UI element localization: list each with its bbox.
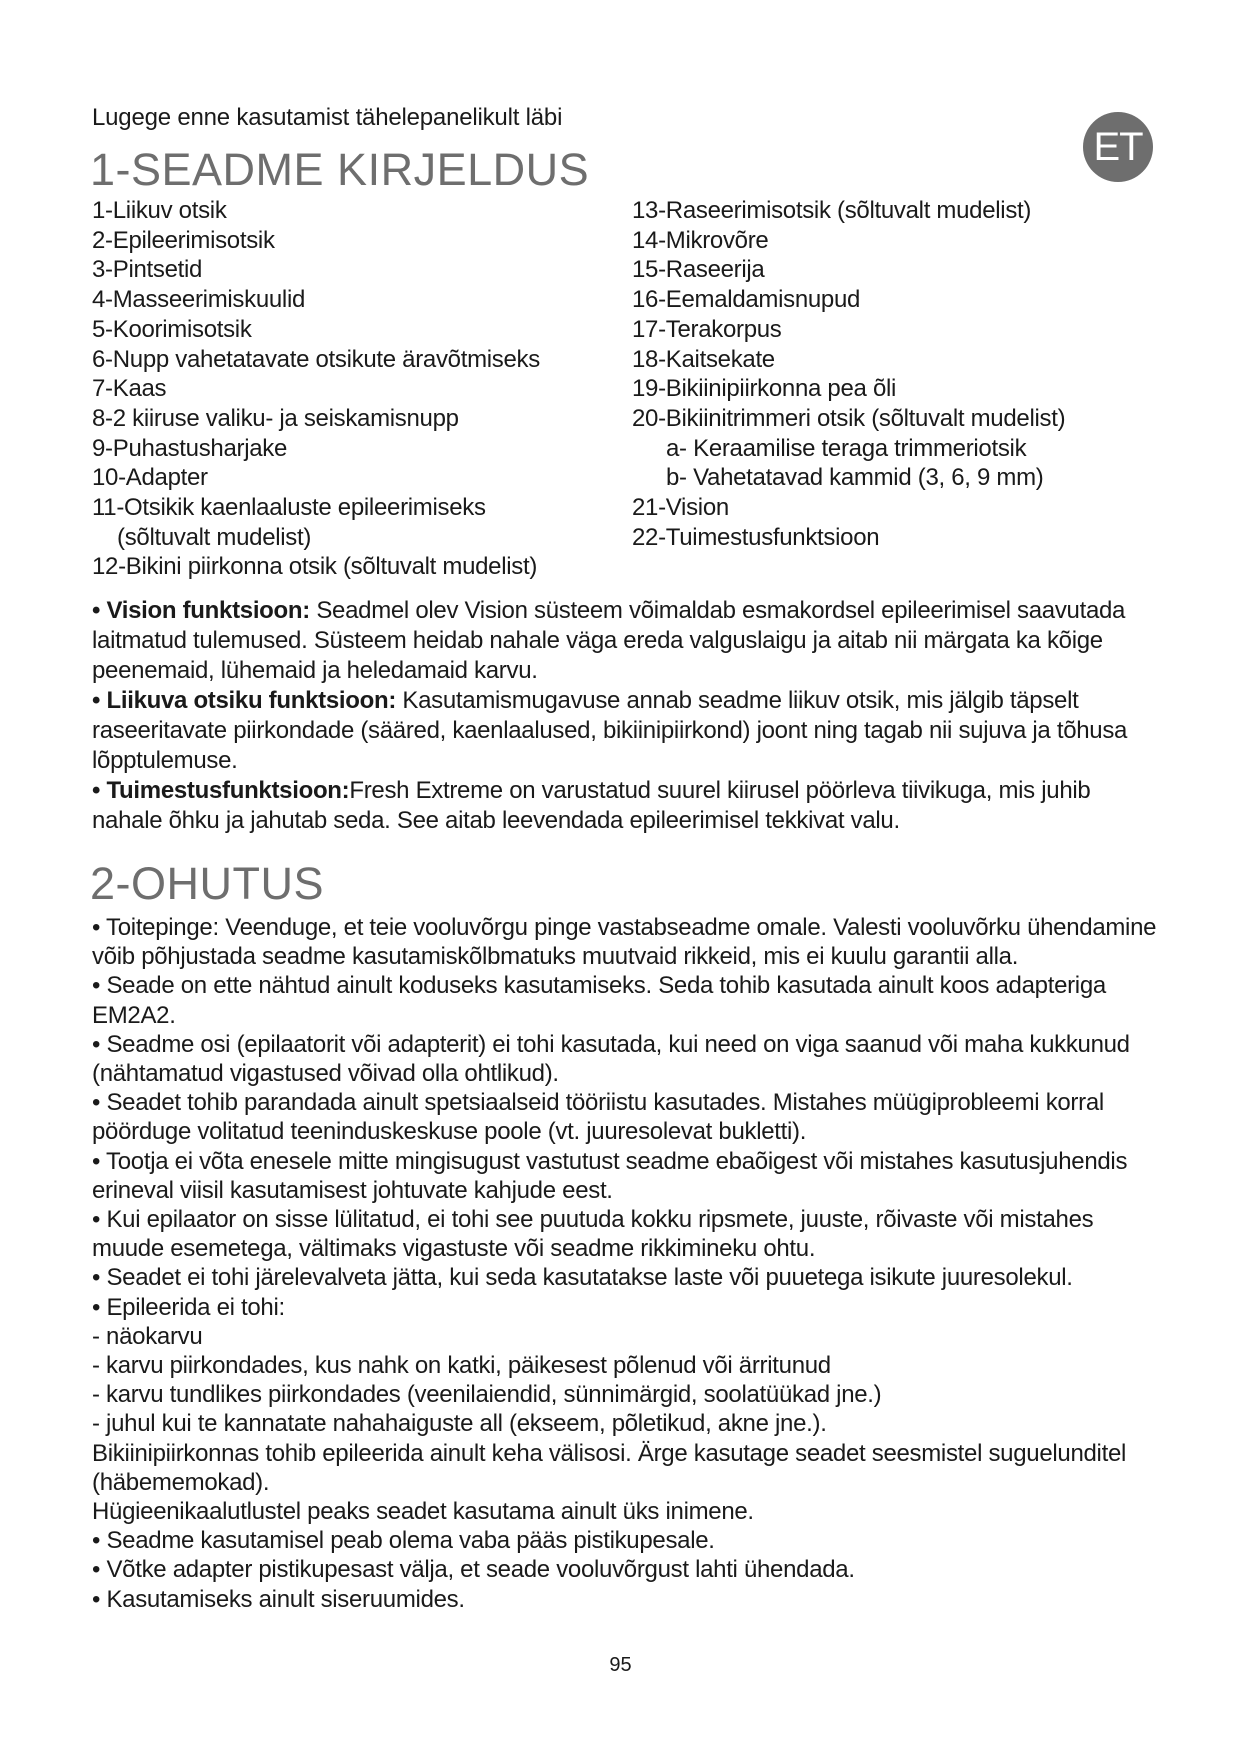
language-badge: ET bbox=[1083, 112, 1153, 182]
safety-line: - karvu piirkondades, kus nahk on katki, päikesest põlenud või ärritunud bbox=[92, 1352, 831, 1380]
part-item: 16-Eemaldamisnupud bbox=[632, 286, 861, 314]
feature-label: • Vision funktsioon: bbox=[92, 597, 310, 624]
part-item: 20-Bikiinitrimmeri otsik (sõltuvalt mudelist) bbox=[632, 404, 1066, 432]
intro-text: Lugege enne kasutamist tähelepanelikult läbi bbox=[92, 104, 563, 131]
safety-line: • Seadet ei tohi järelevalveta jätta, kui seda kasutatakse laste või puuetega isikute juuresolekul. bbox=[92, 1264, 1073, 1292]
safety-line: • Seadet tohib parandada ainult spetsiaalseid tööriistu kasutades. Mistahes müügiprobleemi korral pöörduge volitatud teeninduskeskuse poole (vt. juuresolevat bukletti). bbox=[92, 1089, 1104, 1146]
safety-line: • Kasutamiseks ainult siseruumides. bbox=[92, 1585, 465, 1613]
part-item: 15-Raseerija bbox=[632, 256, 765, 284]
part-subitem: b- Vahetatavad kammid (3, 6, 9 mm) bbox=[666, 464, 1044, 492]
feature-label: • Liikuva otsiku funktsioon: bbox=[92, 687, 397, 714]
part-item: 14-Mikrovõre bbox=[632, 226, 769, 254]
page-number: 95 bbox=[609, 1654, 632, 1676]
parts-list-right bbox=[632, 196, 1192, 552]
part-item-continuation: (sõltuvalt mudelist) bbox=[117, 523, 312, 551]
features-block bbox=[92, 596, 1162, 836]
feature-text: Kasutamismugavuse annab seadme liikuv otsik, mis jälgib täpselt raseeritavate piirkondade (sääred, kaenlaalused, bikiinipiirkond) joont ning tagab nii sujuva ja tõhusa lõpptulemuse. bbox=[92, 687, 1128, 774]
safety-line: • Seade on ette nähtud ainult koduseks kasutamiseks. Seda tohib kasutada ainult koos adapteriga EM2A2. bbox=[92, 972, 1106, 1029]
part-item: 10-Adapter bbox=[92, 464, 208, 492]
safety-line: Bikiinipiirkonnas tohib epileerida ainult keha välisosi. Ärge kasutage seadet seesmistel suguelunditel (häbememokad). bbox=[92, 1439, 1127, 1496]
part-item: 13-Raseerimisotsik (sõltuvalt mudelist) bbox=[632, 197, 1032, 224]
feature-paragraph bbox=[92, 596, 1162, 686]
safety-line: • Võtke adapter pistikupesast välja, et seade vooluvõrgust lahti ühendada. bbox=[92, 1556, 855, 1584]
part-item: 19-Bikiinipiirkonna pea õli bbox=[632, 375, 897, 403]
part-item: 7-Kaas bbox=[92, 375, 167, 403]
part-item: 2-Epileerimisotsik bbox=[92, 226, 275, 254]
section-title-description: 1-SEADME KIRJELDUS bbox=[90, 144, 590, 195]
safety-line: • Seadme osi (epilaatorit või adapterit) ei tohi kasutada, kui need on viga saanud või maha kukkunud (nähtamatud vigastused võivad olla ohtlikud). bbox=[92, 1030, 1130, 1088]
safety-line: • Kui epilaator on sisse lülitatud, ei tohi see puutuda kokku ripsmete, juuste, rõivaste või mistahes muude esemetega, vältimaks vigastuste või seadme rikkimineku ohtu. bbox=[92, 1206, 1094, 1263]
part-item: 5-Koorimisotsik bbox=[92, 315, 252, 343]
part-item: 6-Nupp vahetatavate otsikute äravõtmiseks bbox=[92, 345, 540, 373]
safety-block bbox=[92, 913, 1162, 1614]
part-item: 21-Vision bbox=[632, 494, 729, 522]
feature-text: Seadmel olev Vision süsteem võimaldab esmakordsel epileerimisel saavutada laitmatud tulemused. Süsteem heidab nahale väga ereda valguslaigu ja aitab nii märgata ka kõige peenemaid, lühemaid ja heledamaid karvu. bbox=[92, 597, 1126, 684]
safety-line: Hügieenikaalutlustel peaks seadet kasutama ainult üks inimene. bbox=[92, 1498, 754, 1526]
section-title-safety: 2-OHUTUS bbox=[90, 858, 325, 909]
feature-label: • Tuimestusfunktsioon: bbox=[92, 777, 350, 804]
feature-paragraph bbox=[92, 686, 1162, 776]
part-item: 4-Masseerimiskuulid bbox=[92, 286, 306, 314]
part-item: 11-Otsikik kaenlaaluste epileerimiseks bbox=[92, 494, 486, 522]
safety-line: • Toitepinge: Veenduge, et teie vooluvõrgu pinge vastabseadme omale. Valesti vooluvõrku ühendamine võib põhjustada seadme kasutamiskõlbmatuks muutvaid rikkeid, mis ei kuulu garantii alla. bbox=[92, 914, 1157, 971]
part-item: 1-Liikuv otsik bbox=[92, 197, 227, 224]
safety-line: • Tootja ei võta enesele mitte mingisugust vastutust seadme ebaõigest või mistahes kasutusjuhendis erineval viisil kasutamisest johtuvate kahjude eest. bbox=[92, 1147, 1128, 1204]
parts-list-left bbox=[92, 196, 632, 582]
part-item: 9-Puhastusharjake bbox=[92, 434, 288, 462]
feature-paragraph bbox=[92, 776, 1162, 836]
feature-text: Fresh Extreme on varustatud suurel kiirusel pöörleva tiivikuga, mis juhib nahale õhku ja jahutab seda. See aitab leevendada epileerimisel tekkivat valu. bbox=[92, 777, 1091, 834]
safety-line: - näokarvu bbox=[92, 1322, 203, 1350]
part-subitem: a- Keraamilise teraga trimmeriotsik bbox=[666, 434, 1027, 462]
part-item: 17-Terakorpus bbox=[632, 315, 782, 343]
part-item: 3-Pintsetid bbox=[92, 256, 203, 284]
part-item: 8-2 kiiruse valiku- ja seiskamisnupp bbox=[92, 404, 459, 432]
safety-line: • Seadme kasutamisel peab olema vaba pääs pistikupesale. bbox=[92, 1527, 715, 1555]
safety-line: - karvu tundlikes piirkondades (veenilaiendid, sünnimärgid, soolatüükad jne.) bbox=[92, 1381, 882, 1409]
part-item: 18-Kaitsekate bbox=[632, 345, 775, 373]
part-item: 22-Tuimestusfunktsioon bbox=[632, 523, 880, 551]
safety-line: - juhul kui te kannatate nahahaiguste all (ekseem, põletikud, akne jne.). bbox=[92, 1410, 827, 1438]
safety-line: • Epileerida ei tohi: bbox=[92, 1293, 285, 1321]
part-item: 12-Bikini piirkonna otsik (sõltuvalt mudelist) bbox=[92, 553, 538, 581]
